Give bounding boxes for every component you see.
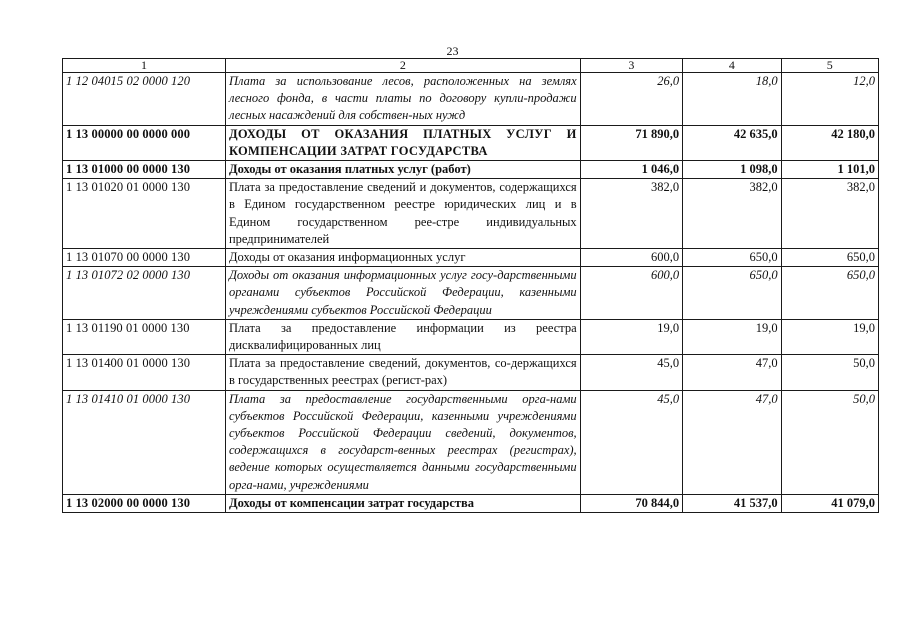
table-row — [63, 267, 879, 320]
column-header: 2 — [225, 59, 580, 73]
column-numbers-row — [63, 59, 879, 73]
table-row — [63, 73, 879, 126]
value-col5: 382,0 — [781, 179, 878, 249]
revenue-name: Доходы от оказания платных услуг (работ) — [225, 161, 580, 179]
value-col3: 19,0 — [580, 319, 683, 354]
value-col3: 1 046,0 — [580, 161, 683, 179]
revenue-name: ДОХОДЫ ОТ ОКАЗАНИЯ ПЛАТНЫХ УСЛУГ И КОМПЕНСАЦИИ ЗАТРАТ ГОСУДАРСТВА — [225, 125, 580, 160]
revenue-name: Плата за предоставление сведений, документов, со-держащихся в государственных реестрах (регист-рах) — [225, 355, 580, 390]
budget-code: 1 13 01000 00 0000 130 — [63, 161, 226, 179]
budget-code: 1 13 01410 01 0000 130 — [63, 390, 226, 494]
budget-code: 1 12 04015 02 0000 120 — [63, 73, 226, 126]
revenue-name: Плата за предоставление государственными орга-нами субъектов Российской Федерации, казенными учреждениями субъектов Российской Федерации сведений, документов, содержащихся в государст-венных реестрах (регистрах), ведение которых осуществляется данными государственными орга-нами, учреждениями — [225, 390, 580, 494]
table-row — [63, 494, 879, 512]
value-col3: 45,0 — [580, 390, 683, 494]
table-row — [63, 249, 879, 267]
value-col3: 26,0 — [580, 73, 683, 126]
revenue-name: Плата за предоставление сведений и документов, содержащихся в Едином государственном реестре юридических лиц и в Едином государственном рее-стре индивидуальных предпринимателей — [225, 179, 580, 249]
budget-code: 1 13 01072 02 0000 130 — [63, 267, 226, 320]
budget-code: 1 13 01070 00 0000 130 — [63, 249, 226, 267]
value-col5: 41 079,0 — [781, 494, 878, 512]
value-col4: 18,0 — [683, 73, 781, 126]
value-col3: 382,0 — [580, 179, 683, 249]
revenue-name: Доходы от компенсации затрат государства — [225, 494, 580, 512]
value-col4: 19,0 — [683, 319, 781, 354]
column-header: 3 — [580, 59, 683, 73]
table-row — [63, 125, 879, 160]
value-col4: 42 635,0 — [683, 125, 781, 160]
value-col5: 42 180,0 — [781, 125, 878, 160]
budget-code: 1 13 01020 01 0000 130 — [63, 179, 226, 249]
value-col5: 50,0 — [781, 355, 878, 390]
value-col3: 70 844,0 — [580, 494, 683, 512]
value-col4: 650,0 — [683, 249, 781, 267]
value-col5: 50,0 — [781, 390, 878, 494]
value-col3: 600,0 — [580, 267, 683, 320]
value-col5: 19,0 — [781, 319, 878, 354]
value-col3: 600,0 — [580, 249, 683, 267]
value-col4: 47,0 — [683, 355, 781, 390]
table-row — [63, 390, 879, 494]
revenue-name: Доходы от оказания информационных услуг госу-дарственными органами субъектов Российской Федерации, казенными учреждениями субъектов Российской Федерации — [225, 267, 580, 320]
table-row — [63, 319, 879, 354]
budget-code: 1 13 01190 01 0000 130 — [63, 319, 226, 354]
budget-code: 1 13 01400 01 0000 130 — [63, 355, 226, 390]
revenue-name: Плата за использование лесов, расположенных на землях лесного фонда, в части платы по договору купли-продажи лесных насаждений для собствен-ных нужд — [225, 73, 580, 126]
revenue-name: Плата за предоставление информации из реестра дисквалифицированных лиц — [225, 319, 580, 354]
column-header: 4 — [683, 59, 781, 73]
value-col4: 47,0 — [683, 390, 781, 494]
value-col3: 71 890,0 — [580, 125, 683, 160]
value-col4: 650,0 — [683, 267, 781, 320]
table-row — [63, 161, 879, 179]
value-col4: 41 537,0 — [683, 494, 781, 512]
table-row — [63, 179, 879, 249]
table-row — [63, 355, 879, 390]
value-col4: 1 098,0 — [683, 161, 781, 179]
value-col5: 12,0 — [781, 73, 878, 126]
revenue-table — [62, 58, 879, 513]
column-header: 5 — [781, 59, 878, 73]
value-col5: 1 101,0 — [781, 161, 878, 179]
value-col4: 382,0 — [683, 179, 781, 249]
revenue-name: Доходы от оказания информационных услуг — [225, 249, 580, 267]
value-col5: 650,0 — [781, 267, 878, 320]
value-col5: 650,0 — [781, 249, 878, 267]
budget-code: 1 13 02000 00 0000 130 — [63, 494, 226, 512]
budget-code: 1 13 00000 00 0000 000 — [63, 125, 226, 160]
value-col3: 45,0 — [580, 355, 683, 390]
column-header: 1 — [63, 59, 226, 73]
page-number: 23 — [446, 44, 459, 58]
